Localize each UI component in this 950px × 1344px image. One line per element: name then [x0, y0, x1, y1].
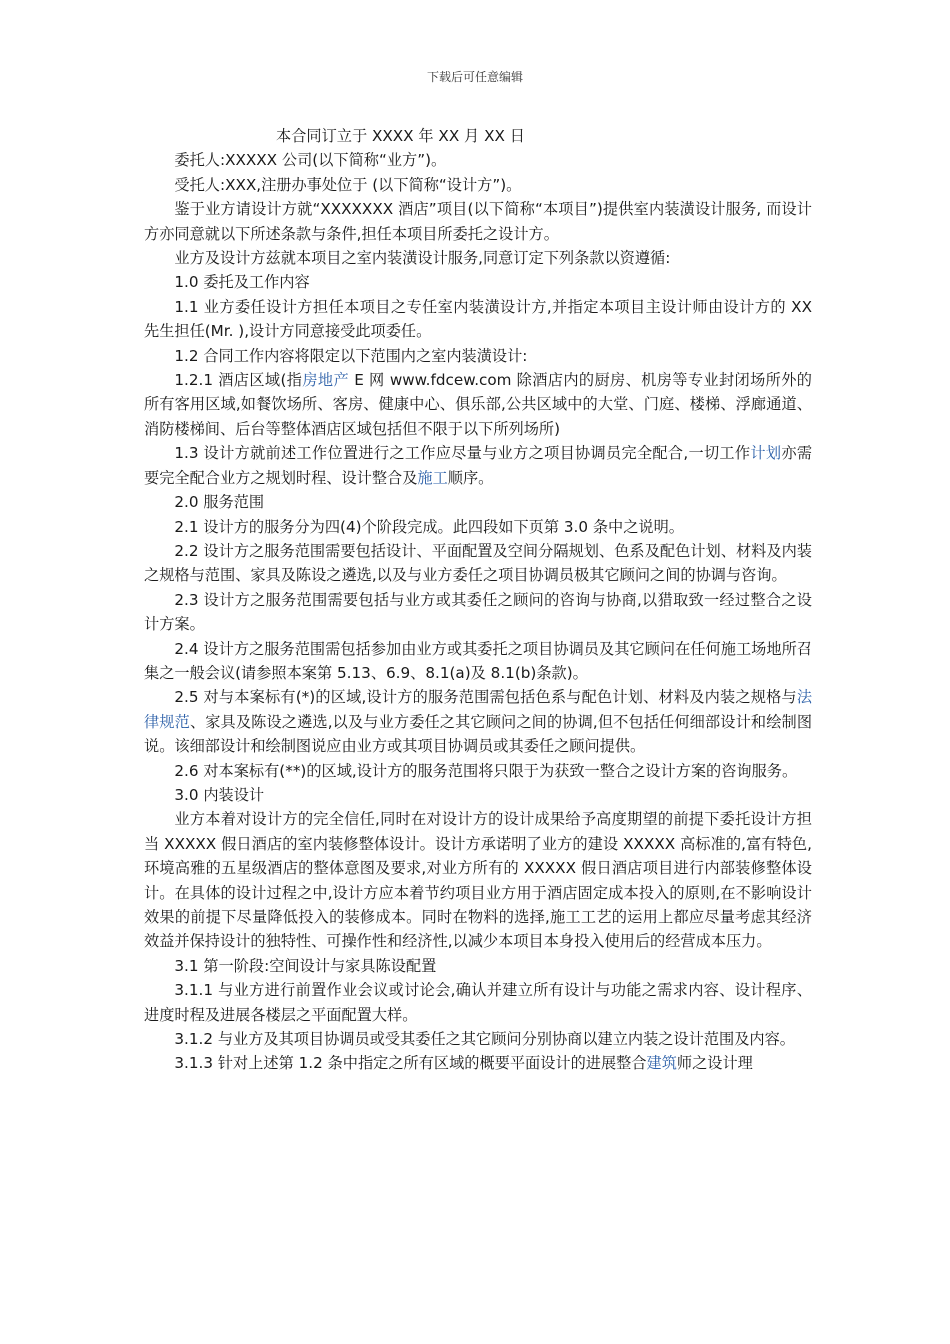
- paragraph: [144, 954, 812, 978]
- hyperlink[interactable]: 施工: [417, 468, 448, 487]
- paragraph: [144, 515, 812, 539]
- text-run: 1.0 委托及工作内容: [174, 273, 310, 292]
- hyperlink[interactable]: 建筑: [646, 1054, 677, 1073]
- hyperlink[interactable]: 计划: [750, 444, 782, 463]
- paragraph: [144, 490, 812, 514]
- paragraph: [144, 246, 812, 270]
- paragraph: [144, 685, 812, 758]
- text-run: 2.4 设计方之服务范围需包括参加由业方或其委托之项目协调员及其它顾问在任何施工场地所召集之一般会议(请参照本案第 5.13、6.9、8.1(a)及 8.1(b)条款)。: [144, 639, 812, 682]
- text-run: 1.3 设计方就前述工作位置进行之工作应尽量与业方之项目协调员完全配合,一切工作: [174, 444, 751, 463]
- paragraph: [144, 588, 812, 637]
- text-run: 业方本着对设计方的完全信任,同时在对设计方的设计成果给予高度期望的前提下委托设计方担当 XXXXX 假日酒店的室内装修整体设计。设计方承诺明了业方的建设 XXXXX 高标准的,富有特色,环境高雅的五星级酒店的整体意图及要求,对业方所有的 XXXXX 假日酒店项目进行内部装修整体设计。在具体的设计过程之中,设计方应本着节约项目业方用于酒店固定成本投入的原则,在不影响设计效果的前提下尽量降低投入的装修成本。同时在物料的选择,施工工艺的运用上都应尽量考虑其经济效益并保持设计的独特性、可操作性和经济性,以减少本项目本身投入使用后的经营成本压力。: [144, 810, 812, 951]
- paragraph: [144, 197, 812, 246]
- text-run: E 网 www.fdcew.com 除酒店内的厨房、机房等专业封闭场所外的所有客用区域,如餐饮场所、客房、健康中心、俱乐部,公共区域中的大堂、门庭、楼梯、浮廊通道、消防楼梯间、后台等整体酒店区域包括但不限于以下所列场所): [144, 371, 812, 438]
- text-run: 师之设计理: [676, 1054, 753, 1073]
- text-run: 2.1 设计方的服务分为四(4)个阶段完成。此四段如下页第 3.0 条中之说明。: [174, 517, 684, 536]
- text-run: 2.3 设计方之服务范围需要包括与业方或其委任之顾问的咨询与协商,以猎取致一经过整合之设计方案。: [144, 590, 812, 634]
- paragraph: [144, 759, 812, 783]
- paragraph: [144, 270, 812, 294]
- text-run: 亦需要完全配合业方之规划时程、设计整合及: [144, 444, 813, 487]
- text-run: 1.2 合同工作内容将限定以下范围内之室内装潢设计:: [174, 346, 528, 365]
- text-run: 顺序。: [447, 468, 494, 487]
- paragraph: [144, 539, 812, 588]
- paragraph: [144, 173, 812, 197]
- paragraph: [144, 783, 812, 807]
- text-run: 委托人:XXXXX 公司(以下简称“业方”)。: [174, 151, 447, 170]
- text-run: 业方及设计方兹就本项目之室内装潢设计服务,同意订定下列条款以资遵循:: [174, 249, 671, 268]
- hyperlink[interactable]: 房地产: [302, 371, 350, 390]
- paragraph: [144, 637, 812, 686]
- paragraph: [144, 148, 812, 172]
- text-run: 受托人:XXX,注册办事处位于 (以下简称“设计方”)。: [174, 175, 522, 194]
- paragraph: [144, 344, 812, 368]
- text-run: 2.2 设计方之服务范围需要包括设计、平面配置及空间分隔规划、色系及配色计划、材料及内装之规格与范围、家具及陈设之遴选,以及与业方委任之项目协调员极其它顾问之间的协调与咨询。: [144, 541, 812, 585]
- paragraph: [144, 1027, 812, 1051]
- hyperlink[interactable]: 法律规范: [144, 688, 812, 731]
- text-run: 3.1 第一阶段:空间设计与家具陈设配置: [174, 956, 437, 975]
- paragraph: [144, 1051, 812, 1075]
- text-run: 3.0 内装设计: [174, 785, 265, 804]
- paragraph: [144, 441, 812, 490]
- text-run: 本合同订立于 XXXX 年 XX 月 XX 日: [276, 127, 525, 145]
- text-run: 1.1 业方委任设计方担任本项目之专任室内装潢设计方,并指定本项目主设计师由设计方的 XX 先生担任(Mr. ),设计方同意接受此项委任。: [144, 297, 812, 341]
- paragraph: [144, 807, 812, 953]
- text-run: 3.1.3 针对上述第 1.2 条中指定之所有区域的概要平面设计的进展整合: [174, 1054, 647, 1073]
- text-run: 、家具及陈设之遴选,以及与业方委任之其它顾问之间的协调,但不包括任何细部设计和绘制图说。该细部设计和绘制图说应由业方或其项目协调员或其委任之顾问提供。: [144, 712, 813, 756]
- text-run: 1.2.1 酒店区域(指: [174, 371, 303, 390]
- text-run: 鉴于业方请设计方就“XXXXXXX 酒店”项目(以下简称“本项目”)提供室内装潢设计服务, 而设计方亦同意就以下所述条款与条件,担任本项目所委托之设计方。: [144, 200, 812, 243]
- contract-date-line: [144, 124, 812, 148]
- text-run: 3.1.1 与业方进行前置作业会议或讨论会,确认并建立所有设计与功能之需求内容、设计程序、进度时程及进展各楼层之平面配置大样。: [144, 981, 812, 1024]
- text-run: 3.1.2 与业方及其项目协调员或受其委任之其它顾问分别协商以建立内装之设计范围及内容。: [174, 1030, 795, 1049]
- page-header-note: 下载后可任意编辑: [426, 70, 523, 84]
- text-run: 2.5 对与本案标有(*)的区域,设计方的服务范围需包括色系与配色计划、材料及内装之规格与: [174, 688, 797, 707]
- paragraph: [144, 295, 812, 344]
- text-run: 2.0 服务范围: [174, 493, 265, 512]
- paragraph: [144, 978, 812, 1027]
- text-run: 2.6 对本案标有(**)的区域,设计方的服务范围将只限于为获致一整合之设计方案的咨询服务。: [174, 761, 798, 780]
- document-body: [144, 124, 812, 1076]
- paragraph: [144, 368, 812, 441]
